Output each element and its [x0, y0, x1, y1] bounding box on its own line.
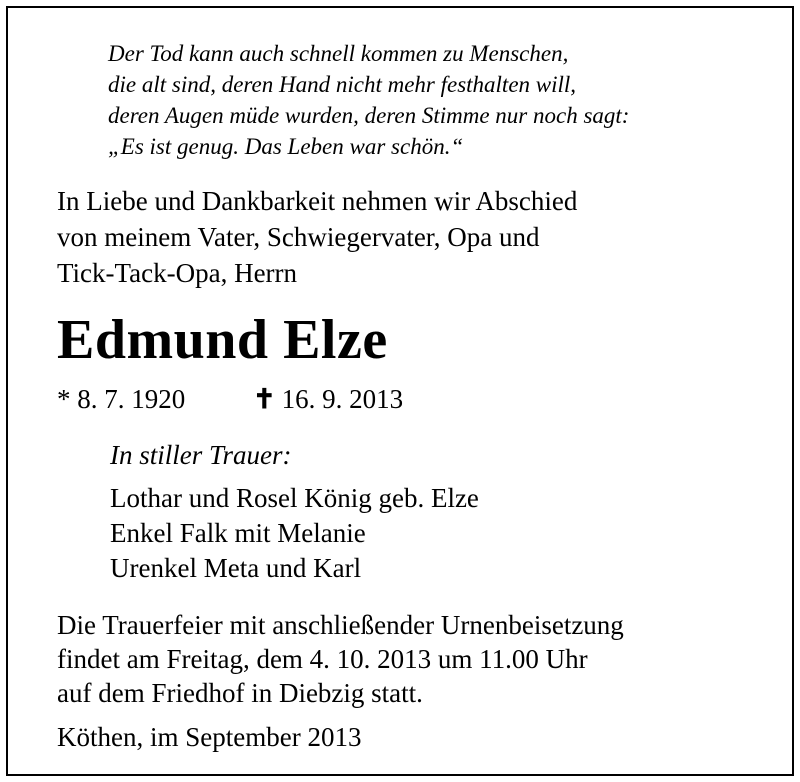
intro-line: In Liebe und Dankbarkeit nehmen wir Abschied: [57, 186, 578, 216]
death-date: 16. 9. 2013: [281, 384, 404, 414]
ceremony-line: Die Trauerfeier mit anschließender Urnenbeisetzung: [57, 610, 624, 640]
ceremony-info: [57, 608, 624, 710]
birth-date: * 8. 7. 1920: [57, 384, 186, 414]
intro-text: [57, 183, 577, 291]
life-dates: [57, 381, 404, 417]
mourner-line: Urenkel Meta und Karl: [110, 553, 362, 583]
quote-line: deren Augen müde wurden, deren Stimme nur noch sagt:: [108, 103, 630, 128]
quote-line: die alt sind, deren Hand nicht mehr festhalten will,: [108, 72, 577, 97]
mourners-list: [110, 481, 479, 586]
ceremony-line: findet am Freitag, dem 4. 10. 2013 um 11.00 Uhr: [57, 644, 588, 674]
intro-line: von meinem Vater, Schwiegervater, Opa und: [57, 222, 540, 252]
cross-icon: ✝: [253, 384, 276, 414]
mourner-line: Lothar und Rosel König geb. Elze: [110, 483, 479, 513]
quote-line: Der Tod kann auch schnell kommen zu Menschen,: [108, 41, 569, 66]
place-date: Köthen, im September 2013: [57, 722, 362, 752]
quote-block: [108, 38, 629, 162]
ceremony-line: auf dem Friedhof in Diebzig statt.: [57, 678, 423, 708]
mourner-line: Enkel Falk mit Melanie: [110, 518, 366, 548]
intro-line: Tick-Tack-Opa, Herrn: [57, 258, 298, 288]
death-date-group: [253, 381, 403, 417]
mourning-title: In stiller Trauer:: [110, 440, 292, 470]
deceased-name: Edmund Elze: [57, 309, 388, 371]
quote-line: „Es ist genug. Das Leben war schön.“: [108, 134, 464, 159]
